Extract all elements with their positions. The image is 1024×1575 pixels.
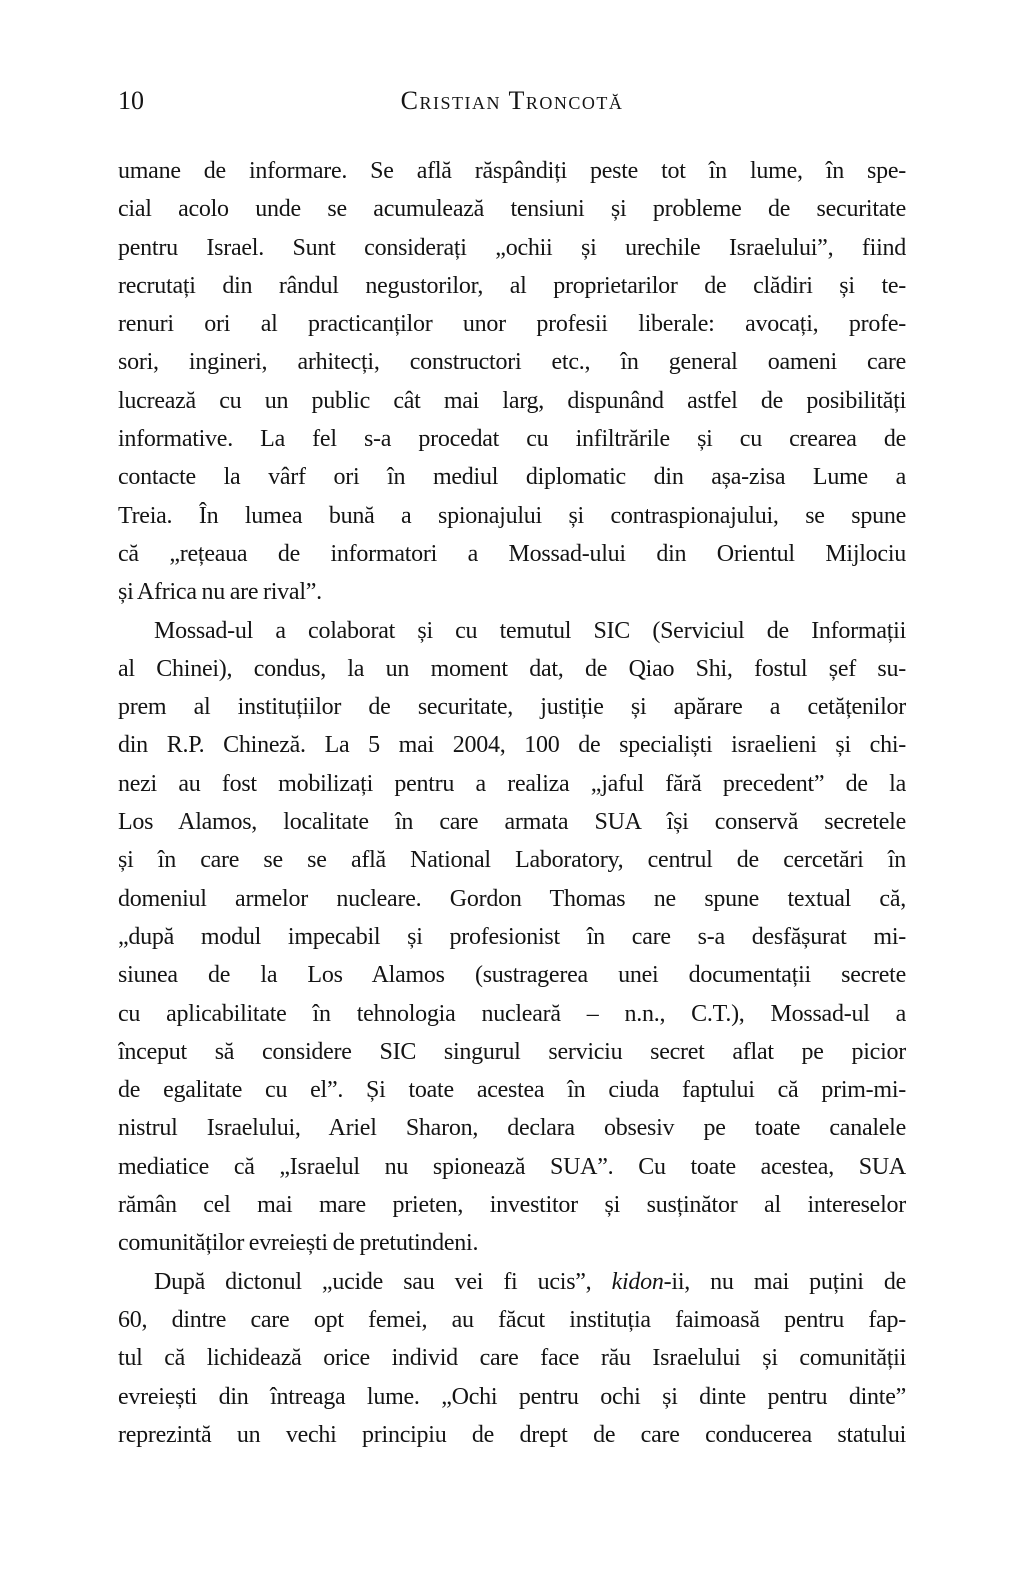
text-line: informative. La fel s-a procedat cu infiltrările și cu crearea de [118, 426, 906, 453]
text-line: rămân cel mai mare prieten, investitor și susținător al intereselor [118, 1192, 906, 1219]
text-line: comunităților evreiești de pretutindeni. [118, 1230, 479, 1257]
text-segment: După dictonul „ucide sau vei fi ucis”, [154, 1268, 612, 1295]
text-line: început să considere SIC singurul serviciu secret aflat pe picior [118, 1038, 906, 1065]
paragraph-2 [118, 612, 906, 1263]
page-number: 10 [118, 86, 144, 115]
text-line: sori, ingineri, arhitecți, constructori etc., în general oameni care [118, 349, 906, 376]
text-line: cu aplicabilitate în tehnologia nucleară – n.n., C.T.), Mossad-ul a [118, 1000, 906, 1027]
text-line: că „rețeaua de informatori a Mossad-ului din Orientul Mijlociu [118, 540, 906, 567]
body-text [118, 152, 906, 1454]
running-header [118, 86, 906, 118]
text-line: al Chinei), condus, la un moment dat, de Qiao Shi, fostul șef su- [118, 655, 906, 682]
text-line: 60, dintre care opt femei, au făcut instituția faimoasă pentru fap- [118, 1306, 906, 1333]
paragraph-3 [118, 1263, 906, 1454]
text-line: pentru Israel. Sunt considerați „ochii și urechile Israelului”, fiind [118, 234, 906, 261]
text-line: „după modul impecabil și profesionist în care s-a desfășurat mi- [118, 923, 906, 950]
text-line: nezi au fost mobilizați pentru a realiza „jaful fără precedent” de la [118, 770, 906, 797]
text-line: de egalitate cu el”. Și toate acestea în ciuda faptului că prim-mi- [118, 1077, 906, 1104]
text-line: nistrul Israelului, Ariel Sharon, declara obsesiv pe toate canalele [118, 1115, 906, 1142]
italic-term: kidon [611, 1268, 664, 1295]
running-title: Cristian Troncotă [400, 86, 624, 115]
text-line: cial acolo unde se acumulează tensiuni și probleme de securitate [118, 196, 906, 223]
text-line: evreiești din întreaga lume. „Ochi pentru ochi și dinte pentru dinte” [118, 1383, 906, 1410]
text-line: Los Alamos, localitate în care armata SUA își conservă secretele [118, 809, 906, 836]
text-line: prem al instituțiilor de securitate, justiție și apărare a cetățenilor [118, 694, 906, 721]
text-line: și în care se se află National Laboratory, centrul de cercetări în [118, 847, 906, 874]
text-line: recrutați din rândul negustorilor, al proprietarilor de clădiri și te- [118, 272, 906, 299]
text-line: domeniul armelor nucleare. Gordon Thomas ne spune textual că, [118, 885, 906, 912]
text-line: din R.P. Chineză. La 5 mai 2004, 100 de specialiști israelieni și chi- [118, 732, 906, 759]
text-line [118, 1263, 906, 1301]
text-line: umane de informare. Se află răspândiți peste tot în lume, în spe- [118, 158, 906, 184]
text-line: Mossad-ul a colaborat și cu temutul SIC (Serviciul de Informații [154, 617, 906, 644]
text-line: siunea de la Los Alamos (sustragerea unei documentații secrete [118, 962, 906, 989]
text-line: reprezintă un vechi principiu de drept de care conducerea statului [118, 1421, 906, 1448]
text-line: renuri ori al practicanților unor profesii liberale: avocați, profe- [118, 311, 906, 338]
text-line: Treia. În lumea bună a spionajului și contraspionajului, se spune [118, 502, 906, 529]
text-line: mediatice că „Israelul nu spionează SUA”. Cu toate acestea, SUA [118, 1153, 906, 1180]
text-segment: -ii, nu mai puțini de [663, 1268, 906, 1295]
text-line: contacte la vârf ori în mediul diplomatic din așa-zisa Lume a [118, 464, 906, 491]
paragraph-1 [118, 152, 906, 612]
text-line: lucrează cu un public cât mai larg, dispunând astfel de posibilități [118, 387, 906, 414]
text-line: tul că lichidează orice individ care face rău Israelului și comunității [118, 1345, 906, 1372]
text-line: și Africa nu are rival”. [118, 579, 322, 606]
